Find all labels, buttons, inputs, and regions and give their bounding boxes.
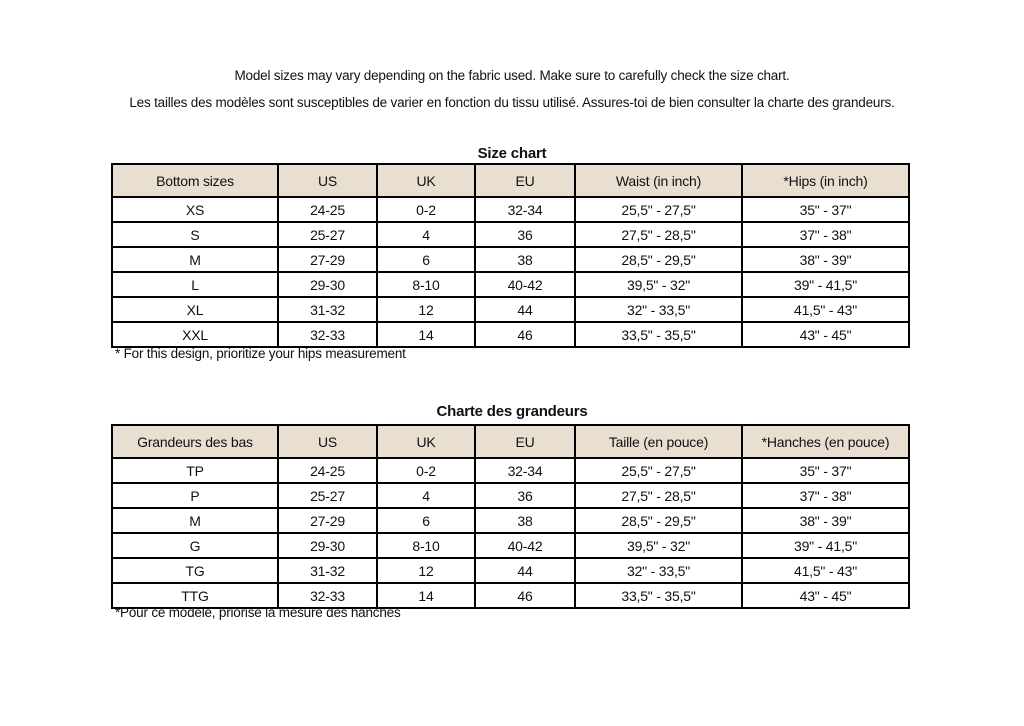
- table-cell: 43" - 45": [742, 583, 909, 608]
- table-cell: 14: [377, 322, 475, 347]
- table-cell: 32-34: [475, 197, 575, 222]
- table-cell: 25-27: [278, 222, 377, 247]
- table-cell: 33,5" - 35,5": [575, 322, 742, 347]
- table-cell: M: [112, 508, 278, 533]
- header-cell: EU: [475, 425, 575, 458]
- table-cell: TP: [112, 458, 278, 483]
- table-cell: 36: [475, 222, 575, 247]
- table-cell: 37" - 38": [742, 483, 909, 508]
- header-cell: Bottom sizes: [112, 164, 278, 197]
- header-cell: Grandeurs des bas: [112, 425, 278, 458]
- header-cell: US: [278, 164, 377, 197]
- table-header-row: [112, 164, 909, 197]
- table-cell: 14: [377, 583, 475, 608]
- table-cell: 39" - 41,5": [742, 533, 909, 558]
- table-cell: 40-42: [475, 533, 575, 558]
- table-cell: 36: [475, 483, 575, 508]
- table-cell: 41,5" - 43": [742, 297, 909, 322]
- table-cell: M: [112, 247, 278, 272]
- table-cell: 29-30: [278, 272, 377, 297]
- header-cell: UK: [377, 164, 475, 197]
- table-cell: 39" - 41,5": [742, 272, 909, 297]
- table-row: [112, 322, 909, 347]
- table-cell: 4: [377, 483, 475, 508]
- table-cell: 46: [475, 583, 575, 608]
- table-cell: 0-2: [377, 458, 475, 483]
- table-row: [112, 272, 909, 297]
- table-cell: TTG: [112, 583, 278, 608]
- table-cell: S: [112, 222, 278, 247]
- table-cell: 40-42: [475, 272, 575, 297]
- size-chart-table-french: [111, 424, 910, 609]
- size-chart-title-french: Charte des grandeurs: [436, 403, 588, 420]
- table-cell: 38" - 39": [742, 247, 909, 272]
- table-cell: 0-2: [377, 197, 475, 222]
- table-cell: XL: [112, 297, 278, 322]
- table-cell: 29-30: [278, 533, 377, 558]
- table-cell: 28,5" - 29,5": [575, 247, 742, 272]
- table-row: [112, 222, 909, 247]
- footnote-french: *Pour ce modèle, priorisé la mesure des hanches: [115, 605, 401, 620]
- table-cell: 6: [377, 247, 475, 272]
- table-cell: 37" - 38": [742, 222, 909, 247]
- table-cell: 31-32: [278, 558, 377, 583]
- size-chart-table-english: [111, 163, 910, 348]
- table-row: [112, 508, 909, 533]
- table-row: [112, 247, 909, 272]
- header-cell: *Hips (in inch): [742, 164, 909, 197]
- table-cell: 39,5" - 32": [575, 272, 742, 297]
- table-cell: 32-34: [475, 458, 575, 483]
- header-cell: Waist (in inch): [575, 164, 742, 197]
- table-cell: 46: [475, 322, 575, 347]
- table-cell: 44: [475, 558, 575, 583]
- header-cell: UK: [377, 425, 475, 458]
- table-row: [112, 483, 909, 508]
- table-cell: 32" - 33,5": [575, 297, 742, 322]
- table-cell: 41,5" - 43": [742, 558, 909, 583]
- table-cell: 12: [377, 558, 475, 583]
- table-cell: 6: [377, 508, 475, 533]
- table-cell: 43" - 45": [742, 322, 909, 347]
- table-cell: G: [112, 533, 278, 558]
- table-row: [112, 558, 909, 583]
- table-row: [112, 197, 909, 222]
- table-cell: 4: [377, 222, 475, 247]
- table-row: [112, 533, 909, 558]
- table-header-row: [112, 425, 909, 458]
- table-cell: 44: [475, 297, 575, 322]
- table-cell: 38" - 39": [742, 508, 909, 533]
- table-cell: L: [112, 272, 278, 297]
- table-cell: 35" - 37": [742, 197, 909, 222]
- table-cell: 32" - 33,5": [575, 558, 742, 583]
- table-cell: 25,5" - 27,5": [575, 197, 742, 222]
- table-cell: P: [112, 483, 278, 508]
- header-cell: Taille (en pouce): [575, 425, 742, 458]
- table-cell: XS: [112, 197, 278, 222]
- header-cell: US: [278, 425, 377, 458]
- header-cell: *Hanches (en pouce): [742, 425, 909, 458]
- table-cell: XXL: [112, 322, 278, 347]
- table-cell: 25-27: [278, 483, 377, 508]
- table-cell: 8-10: [377, 533, 475, 558]
- size-chart-title-english: Size chart: [477, 145, 547, 162]
- table-cell: 24-25: [278, 458, 377, 483]
- table-cell: 8-10: [377, 272, 475, 297]
- table-cell: 38: [475, 247, 575, 272]
- table-cell: 32-33: [278, 583, 377, 608]
- header-cell: EU: [475, 164, 575, 197]
- intro-text-english: Model sizes may vary depending on the fabric used. Make sure to carefully check the size chart.: [234, 68, 790, 83]
- table-row: [112, 458, 909, 483]
- table-cell: 27,5" - 28,5": [575, 483, 742, 508]
- table-cell: 25,5" - 27,5": [575, 458, 742, 483]
- table-cell: 28,5" - 29,5": [575, 508, 742, 533]
- table-cell: 27-29: [278, 508, 377, 533]
- table-cell: 27,5" - 28,5": [575, 222, 742, 247]
- intro-text-french: Les tailles des modèles sont susceptibles de varier en fonction du tissu utilisé. Assures-toi de bien consulter la charte des grandeurs.: [129, 95, 895, 110]
- table-cell: 31-32: [278, 297, 377, 322]
- table-cell: 33,5" - 35,5": [575, 583, 742, 608]
- table-cell: 38: [475, 508, 575, 533]
- table-cell: TG: [112, 558, 278, 583]
- table-cell: 39,5" - 32": [575, 533, 742, 558]
- table-cell: 32-33: [278, 322, 377, 347]
- table-cell: 24-25: [278, 197, 377, 222]
- table-row: [112, 297, 909, 322]
- table-cell: 12: [377, 297, 475, 322]
- footnote-english: * For this design, prioritize your hips measurement: [115, 346, 406, 361]
- table-cell: 27-29: [278, 247, 377, 272]
- table-cell: 35" - 37": [742, 458, 909, 483]
